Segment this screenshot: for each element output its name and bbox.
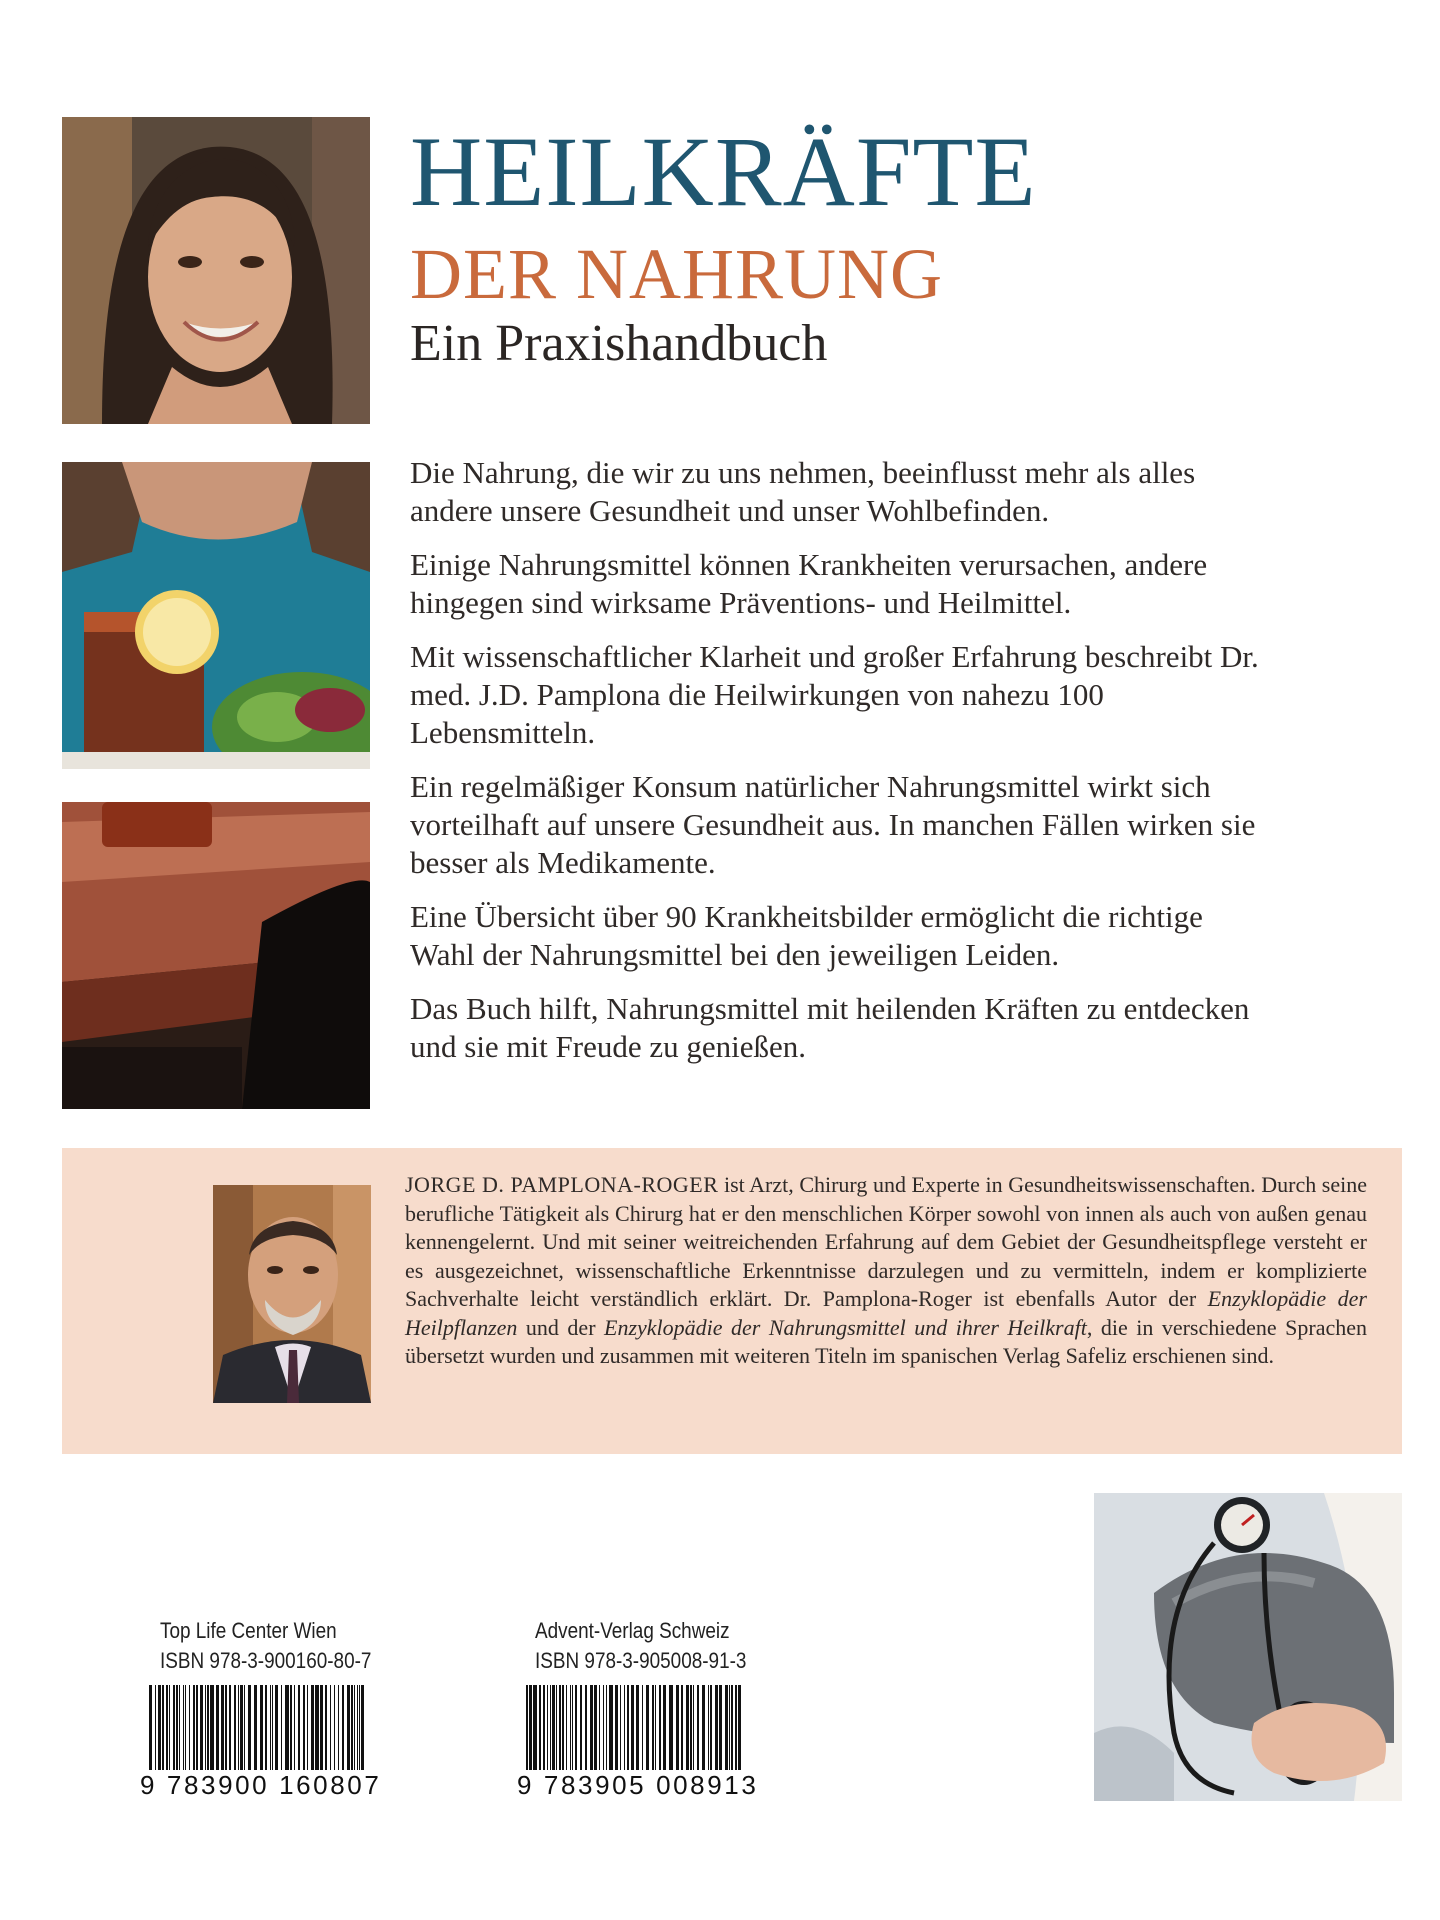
barcode-bar xyxy=(193,1685,195,1775)
barcode-bar xyxy=(708,1685,709,1775)
barcode-bar xyxy=(566,1685,567,1775)
barcode-bar xyxy=(715,1685,718,1775)
barcode-bar xyxy=(615,1685,618,1775)
barcode-bar xyxy=(646,1685,649,1775)
publisher-name: Advent-Verlag Schweiz xyxy=(535,1618,730,1643)
barcode-bar xyxy=(702,1685,705,1775)
barcode-bar xyxy=(585,1685,587,1775)
barcode-bar xyxy=(655,1685,656,1775)
barcode-bar xyxy=(176,1685,178,1775)
author-book-title: Enzyklopädie der Nahrungsmittel und ihrer Heilkraft xyxy=(604,1314,1087,1340)
book-title-line1: HEILKRÄFTE xyxy=(410,116,1037,227)
barcode-bar xyxy=(347,1685,350,1775)
barcode-bar xyxy=(729,1685,730,1775)
barcode-bar xyxy=(572,1685,573,1775)
barcode-bar xyxy=(627,1685,629,1775)
barcode-bar xyxy=(559,1685,561,1775)
barcode-bar xyxy=(663,1685,666,1775)
barcode-bar xyxy=(603,1685,604,1775)
barcode-bar xyxy=(325,1685,327,1775)
barcode-bar xyxy=(265,1685,267,1775)
barcode-bar xyxy=(330,1685,331,1775)
barcode-bar xyxy=(652,1685,654,1775)
barcode-bar xyxy=(731,1685,733,1775)
barcode-bar xyxy=(342,1685,344,1775)
barcode-bar xyxy=(162,1685,164,1775)
blurb-paragraph: Mit wissenschaftlicher Klarheit und großer Erfahrung beschreibt Dr. med. J.D. Pamplona die Heilwirkungen von nahezu 100 Lebensmitteln. xyxy=(410,639,1259,750)
barcode-bar xyxy=(590,1685,593,1775)
barcode-bar xyxy=(543,1685,545,1775)
barcode-bar xyxy=(216,1685,219,1775)
barcode-bar xyxy=(185,1685,186,1775)
barcode-bar xyxy=(609,1685,613,1775)
barcode-bar xyxy=(281,1685,282,1775)
barcode-bar xyxy=(179,1685,180,1775)
barcode-bar xyxy=(225,1685,227,1775)
blurb-paragraph: Ein regelmäßiger Konsum natürlicher Nahrungsmittel wirkt sich vorteilhaft auf unsere Gesundheit aus. In manchen Fällen wirken sie besser als Medikamente. xyxy=(410,769,1256,880)
author-bio xyxy=(405,1171,1367,1371)
barcode-bar xyxy=(575,1685,577,1775)
barcode-bar xyxy=(690,1685,692,1775)
barcode-bar xyxy=(270,1685,271,1775)
barcode-digits: 9 783905 008913 xyxy=(517,1770,759,1800)
blurb-paragraph: Das Buch hilft, Nahrungsmittel mit heilenden Kräften zu entdecken und sie mit Freude zu genießen. xyxy=(410,991,1250,1064)
barcode-bar xyxy=(311,1685,314,1775)
author-bio-text: und der xyxy=(517,1314,605,1340)
barcode-bar xyxy=(272,1685,273,1775)
publisher-block xyxy=(535,1618,781,1674)
barcode-bar xyxy=(693,1685,694,1775)
barcode-bar xyxy=(238,1685,239,1775)
barcode-bar xyxy=(669,1685,673,1775)
barcode-bar xyxy=(697,1685,699,1775)
barcode-bar xyxy=(620,1685,621,1775)
barcode-bar xyxy=(196,1685,198,1775)
barcode-bar xyxy=(155,1685,156,1775)
barcode-bar xyxy=(303,1685,305,1775)
barcode-bar xyxy=(570,1685,571,1775)
barcode-bar xyxy=(320,1685,323,1775)
barcode-bar xyxy=(166,1685,168,1775)
barcode-bar xyxy=(556,1685,557,1775)
barcode-bar xyxy=(580,1685,582,1775)
blurb-paragraph: Eine Übersicht über 90 Krankheitsbilder ermöglicht die richtige Wahl der Nahrungsmittel bei den jeweiligen Leiden. xyxy=(410,899,1203,972)
iced-tea-salad-photo xyxy=(62,462,370,769)
barcode-bar xyxy=(173,1685,175,1775)
barcode-bar xyxy=(659,1685,661,1775)
isbn-number: ISBN 978-3-900160-80-7 xyxy=(160,1648,372,1673)
barcode-bar xyxy=(357,1685,358,1775)
barcode-bar xyxy=(642,1685,643,1775)
barcode-bar xyxy=(606,1685,607,1775)
barcode-bar xyxy=(315,1685,319,1775)
barcode-bar xyxy=(719,1685,722,1775)
author-photo xyxy=(213,1185,371,1403)
barcode-bar xyxy=(229,1685,231,1775)
barcode-bar xyxy=(294,1685,295,1775)
barcode-bar xyxy=(290,1685,292,1775)
barcode-bar xyxy=(725,1685,728,1775)
barcode-bar xyxy=(207,1685,209,1775)
book-subtitle: Ein Praxishandbuch xyxy=(410,315,828,372)
barcode-bar xyxy=(338,1685,339,1775)
barcode-bar xyxy=(334,1685,335,1775)
author-bio-text: , die in verschiedene Sprachen übersetzt wurden und zusammen mit weiteren Titeln im spanischen Verlag Safeliz erschienen sind. xyxy=(405,1314,1368,1368)
barcode-bar xyxy=(210,1685,214,1775)
publisher-block xyxy=(160,1618,406,1674)
barcode-bar xyxy=(189,1685,190,1775)
barcode-bar xyxy=(169,1685,170,1775)
barcode-bar xyxy=(200,1685,203,1775)
blurb-text xyxy=(410,454,1270,1082)
barcode-bar xyxy=(234,1685,236,1775)
barcode-bar xyxy=(221,1685,224,1775)
barcode-bar xyxy=(624,1685,625,1775)
barcode-bar xyxy=(354,1685,355,1775)
barcode-bar xyxy=(547,1685,548,1775)
barcode-bar xyxy=(205,1685,206,1775)
barcode-bar xyxy=(710,1685,712,1775)
blood-pressure-photo xyxy=(1094,1493,1402,1801)
barcode-bar xyxy=(285,1685,289,1775)
barcode-bar xyxy=(248,1685,251,1775)
book-title-line2: DER NAHRUNG xyxy=(410,234,943,314)
barcode-bar xyxy=(298,1685,300,1775)
barcode-bar xyxy=(307,1685,308,1775)
barcode-bar xyxy=(240,1685,243,1775)
barcode-bar xyxy=(599,1685,600,1775)
woman-portrait-photo xyxy=(62,117,370,424)
barcode-bar xyxy=(676,1685,679,1775)
blurb-paragraph: Einige Nahrungsmittel können Krankheiten verursachen, andere hingegen sind wirksame Präventions- und Heilmittel. xyxy=(410,547,1208,620)
barcode-bar xyxy=(183,1685,184,1775)
blurb-paragraph: Die Nahrung, die wir zu uns nehmen, beeinflusst mehr als alles andere unsere Gesundheit und unser Wohlbefinden. xyxy=(410,455,1196,528)
barcode-bar xyxy=(681,1685,683,1775)
barcode-bar xyxy=(533,1685,537,1775)
barcode-bar xyxy=(550,1685,551,1775)
author-book-title: Enzyklopädie der Heilpflanzen xyxy=(405,1286,1367,1340)
publisher-name: Top Life Center Wien xyxy=(160,1618,337,1643)
barcode-bar xyxy=(552,1685,555,1775)
barcode-bar xyxy=(158,1685,161,1775)
barcode-bar xyxy=(539,1685,541,1775)
barcode-bar xyxy=(275,1685,278,1775)
barcode-bar xyxy=(351,1685,353,1775)
isbn-number: ISBN 978-3-905008-91-3 xyxy=(535,1648,747,1673)
author-name: JORGE D. PAMPLONA-ROGER xyxy=(405,1172,719,1197)
barcode-bar xyxy=(686,1685,689,1775)
barcode-bar xyxy=(562,1685,564,1775)
author-bio-text: ist Arzt, Chirurg und Experte in Gesundheitswissenschaften. Durch seine berufliche Tätigkeit als Chirurg hat er den menschlichen Körper sowohl von innen als auch von außen genau kennengelernt. Und mit seiner weitreichenden Erfahrung auf dem Gebiet der Gesundheitspflege versteht er es ausgezeichnet, wissenschaftliche Erkenntnisse darzulegen und zu vermitteln, indem er komplizierte Sachverhalte leicht verständlich erklärt. Dr. Pamplona-Roger ist ebenfalls Autor der xyxy=(405,1172,1367,1311)
barcode-bar xyxy=(244,1685,245,1775)
table-glass-photo xyxy=(62,802,370,1109)
barcode-bar xyxy=(594,1685,597,1775)
barcode-digits: 9 783900 160807 xyxy=(140,1770,382,1800)
